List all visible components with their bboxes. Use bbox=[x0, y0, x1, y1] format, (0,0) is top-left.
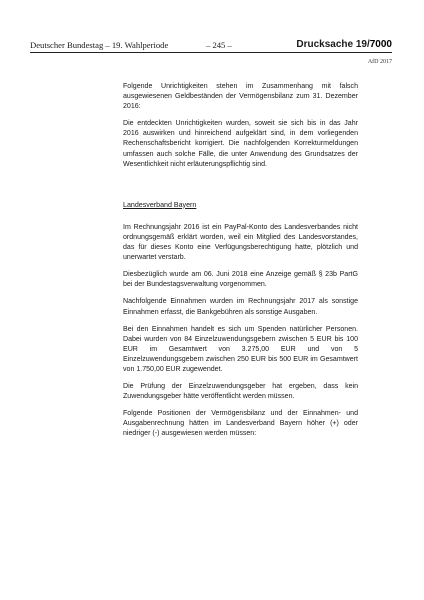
header-doc-number: 7000 bbox=[369, 39, 392, 50]
header-publication: Deutscher Bundestag – 19. Wahlperiode bbox=[30, 40, 169, 50]
section-tag: AfD 2017 bbox=[367, 59, 392, 65]
paragraph: Folgende Unrichtigkeiten stehen im Zusammenhang mit falsch ausgewiesenen Geldbeständen der Vermögensbilanz zum 31. Dezember 2016: bbox=[123, 83, 358, 111]
paragraph: Diesbezüglich wurde am 06. Juni 2018 eine Anzeige gemäß § 23b PartG bei der Bundestagsverwaltung vorgenommen. bbox=[123, 271, 358, 289]
paragraph: Bei den Einnahmen handelt es sich um Spenden natürlicher Personen. Dabei wurden von 84 Einzelzuwendungsgebern zwischen 5 EUR bis 100 EUR im Gesamtwert von 3.275,00 EUR und von 5 Einzelzuwendungsgebern zwischen 250 EUR bis 500 EUR im Gesamtwert von 1.750,00 EUR zugewendet. bbox=[123, 325, 358, 373]
header-document-number bbox=[296, 39, 392, 50]
paragraph: Die entdeckten Unrichtigkeiten wurden, soweit sie sich bis in das Jahr 2016 auswirken und hinreichend aufgeklärt sind, in dem vorliegenden Rechenschaftsbericht korrigiert. Die nachfolgenden Korrekturmeldungen umfassen auch solche Fälle, die unter Anwendung des Grundsatzes der Wesentlichkeit nicht erläuterungspflichtig sind. bbox=[123, 120, 358, 168]
header-doc-prefix: Drucksache 19/ bbox=[296, 39, 370, 50]
body-text bbox=[123, 82, 358, 447]
paragraph: Im Rechnungsjahr 2016 ist ein PayPal-Konto des Landesverbandes nicht ordnungsgemäß erklärt worden, weil ein Mitglied des Landesvorstandes, das für dieses Konto eine Verfügungsberechtigung hatte, plötzlich und unerwartet verstarb. bbox=[123, 223, 358, 262]
paragraph: Die Prüfung der Einzelzuwendungsgeber hat ergeben, dass kein Zuwendungsgeber hätte veröffentlicht werden müssen. bbox=[123, 383, 358, 401]
paragraph: Folgende Positionen der Vermögensbilanz und der Einnahmen- und Ausgabenrechnung hätten im Landesverband Bayern höher (+) oder niedriger (-) ausgewiesen werden müssen: bbox=[123, 410, 358, 438]
header-page-number: – 245 – bbox=[206, 40, 232, 50]
section-heading: Landesverband Bayern bbox=[123, 200, 197, 209]
running-header bbox=[30, 40, 392, 53]
paragraph: Nachfolgende Einnahmen wurden im Rechnungsjahr 2017 als sonstige Einnahmen erfasst, die Bankgebühren als sonstige Ausgaben. bbox=[123, 298, 358, 316]
